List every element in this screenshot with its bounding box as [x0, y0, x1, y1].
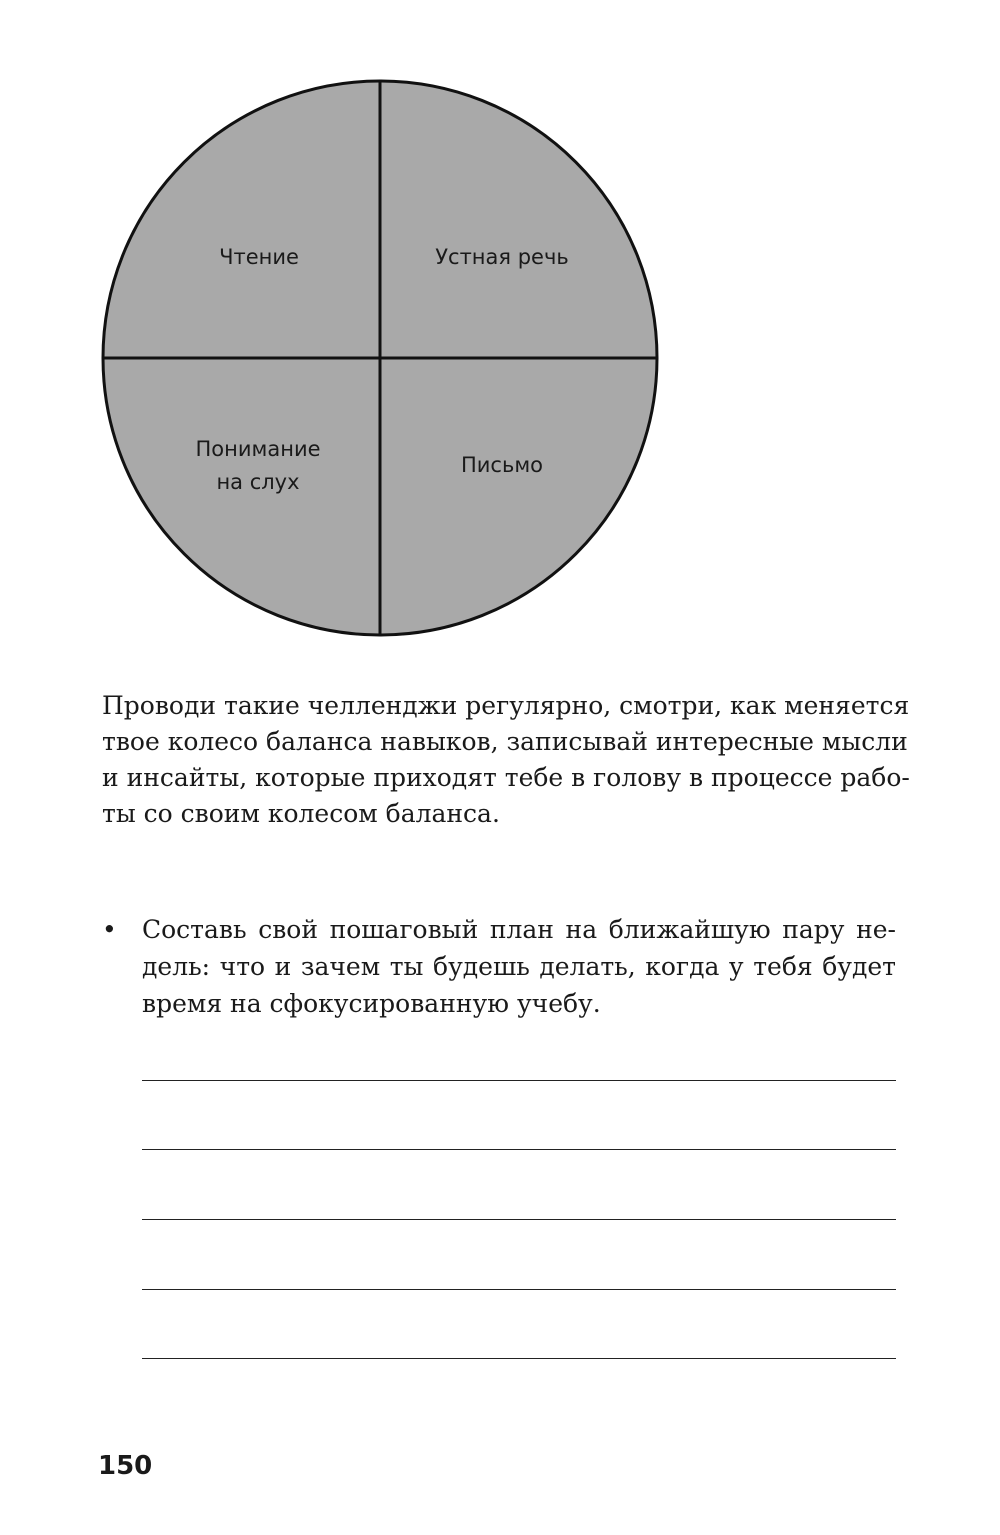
page-number: 150: [98, 1451, 153, 1481]
bullet-icon: •: [102, 915, 117, 944]
task-bullet-item: [102, 911, 896, 1022]
sector-label-writing: Письмо: [460, 453, 544, 477]
task-text: [142, 911, 896, 1022]
paragraph-line: Проводи такие челленджи регулярно, смотри, как меняется: [102, 691, 910, 720]
task-line: Составь свой пошаговый план на ближайшую пару не-: [142, 915, 896, 944]
sector-label-listening-line1: Понимание: [195, 437, 321, 461]
answer-line[interactable]: [142, 1289, 896, 1290]
body-paragraph: [102, 688, 910, 832]
paragraph-line: твое колесо баланса навыков, записывай интересные мысли: [102, 727, 908, 756]
answer-line[interactable]: [142, 1219, 896, 1220]
paragraph-line: и инсайты, которые приходят тебе в голову в процессе рабо-: [102, 763, 910, 792]
sector-label-listening-line2: на слух: [216, 470, 300, 494]
sector-label-speaking: Устная речь: [435, 245, 569, 269]
skill-balance-wheel: [0, 0, 1000, 700]
answer-line[interactable]: [142, 1080, 896, 1081]
paragraph-line: ты со своим колесом баланса.: [102, 799, 500, 828]
answer-line[interactable]: [142, 1149, 896, 1150]
sector-label-reading: Чтение: [219, 245, 299, 269]
task-line: дель: что и зачем ты будешь делать, когда у тебя будет: [142, 952, 896, 981]
task-line: время на сфокусированную учебу.: [142, 989, 601, 1018]
answer-line[interactable]: [142, 1358, 896, 1359]
